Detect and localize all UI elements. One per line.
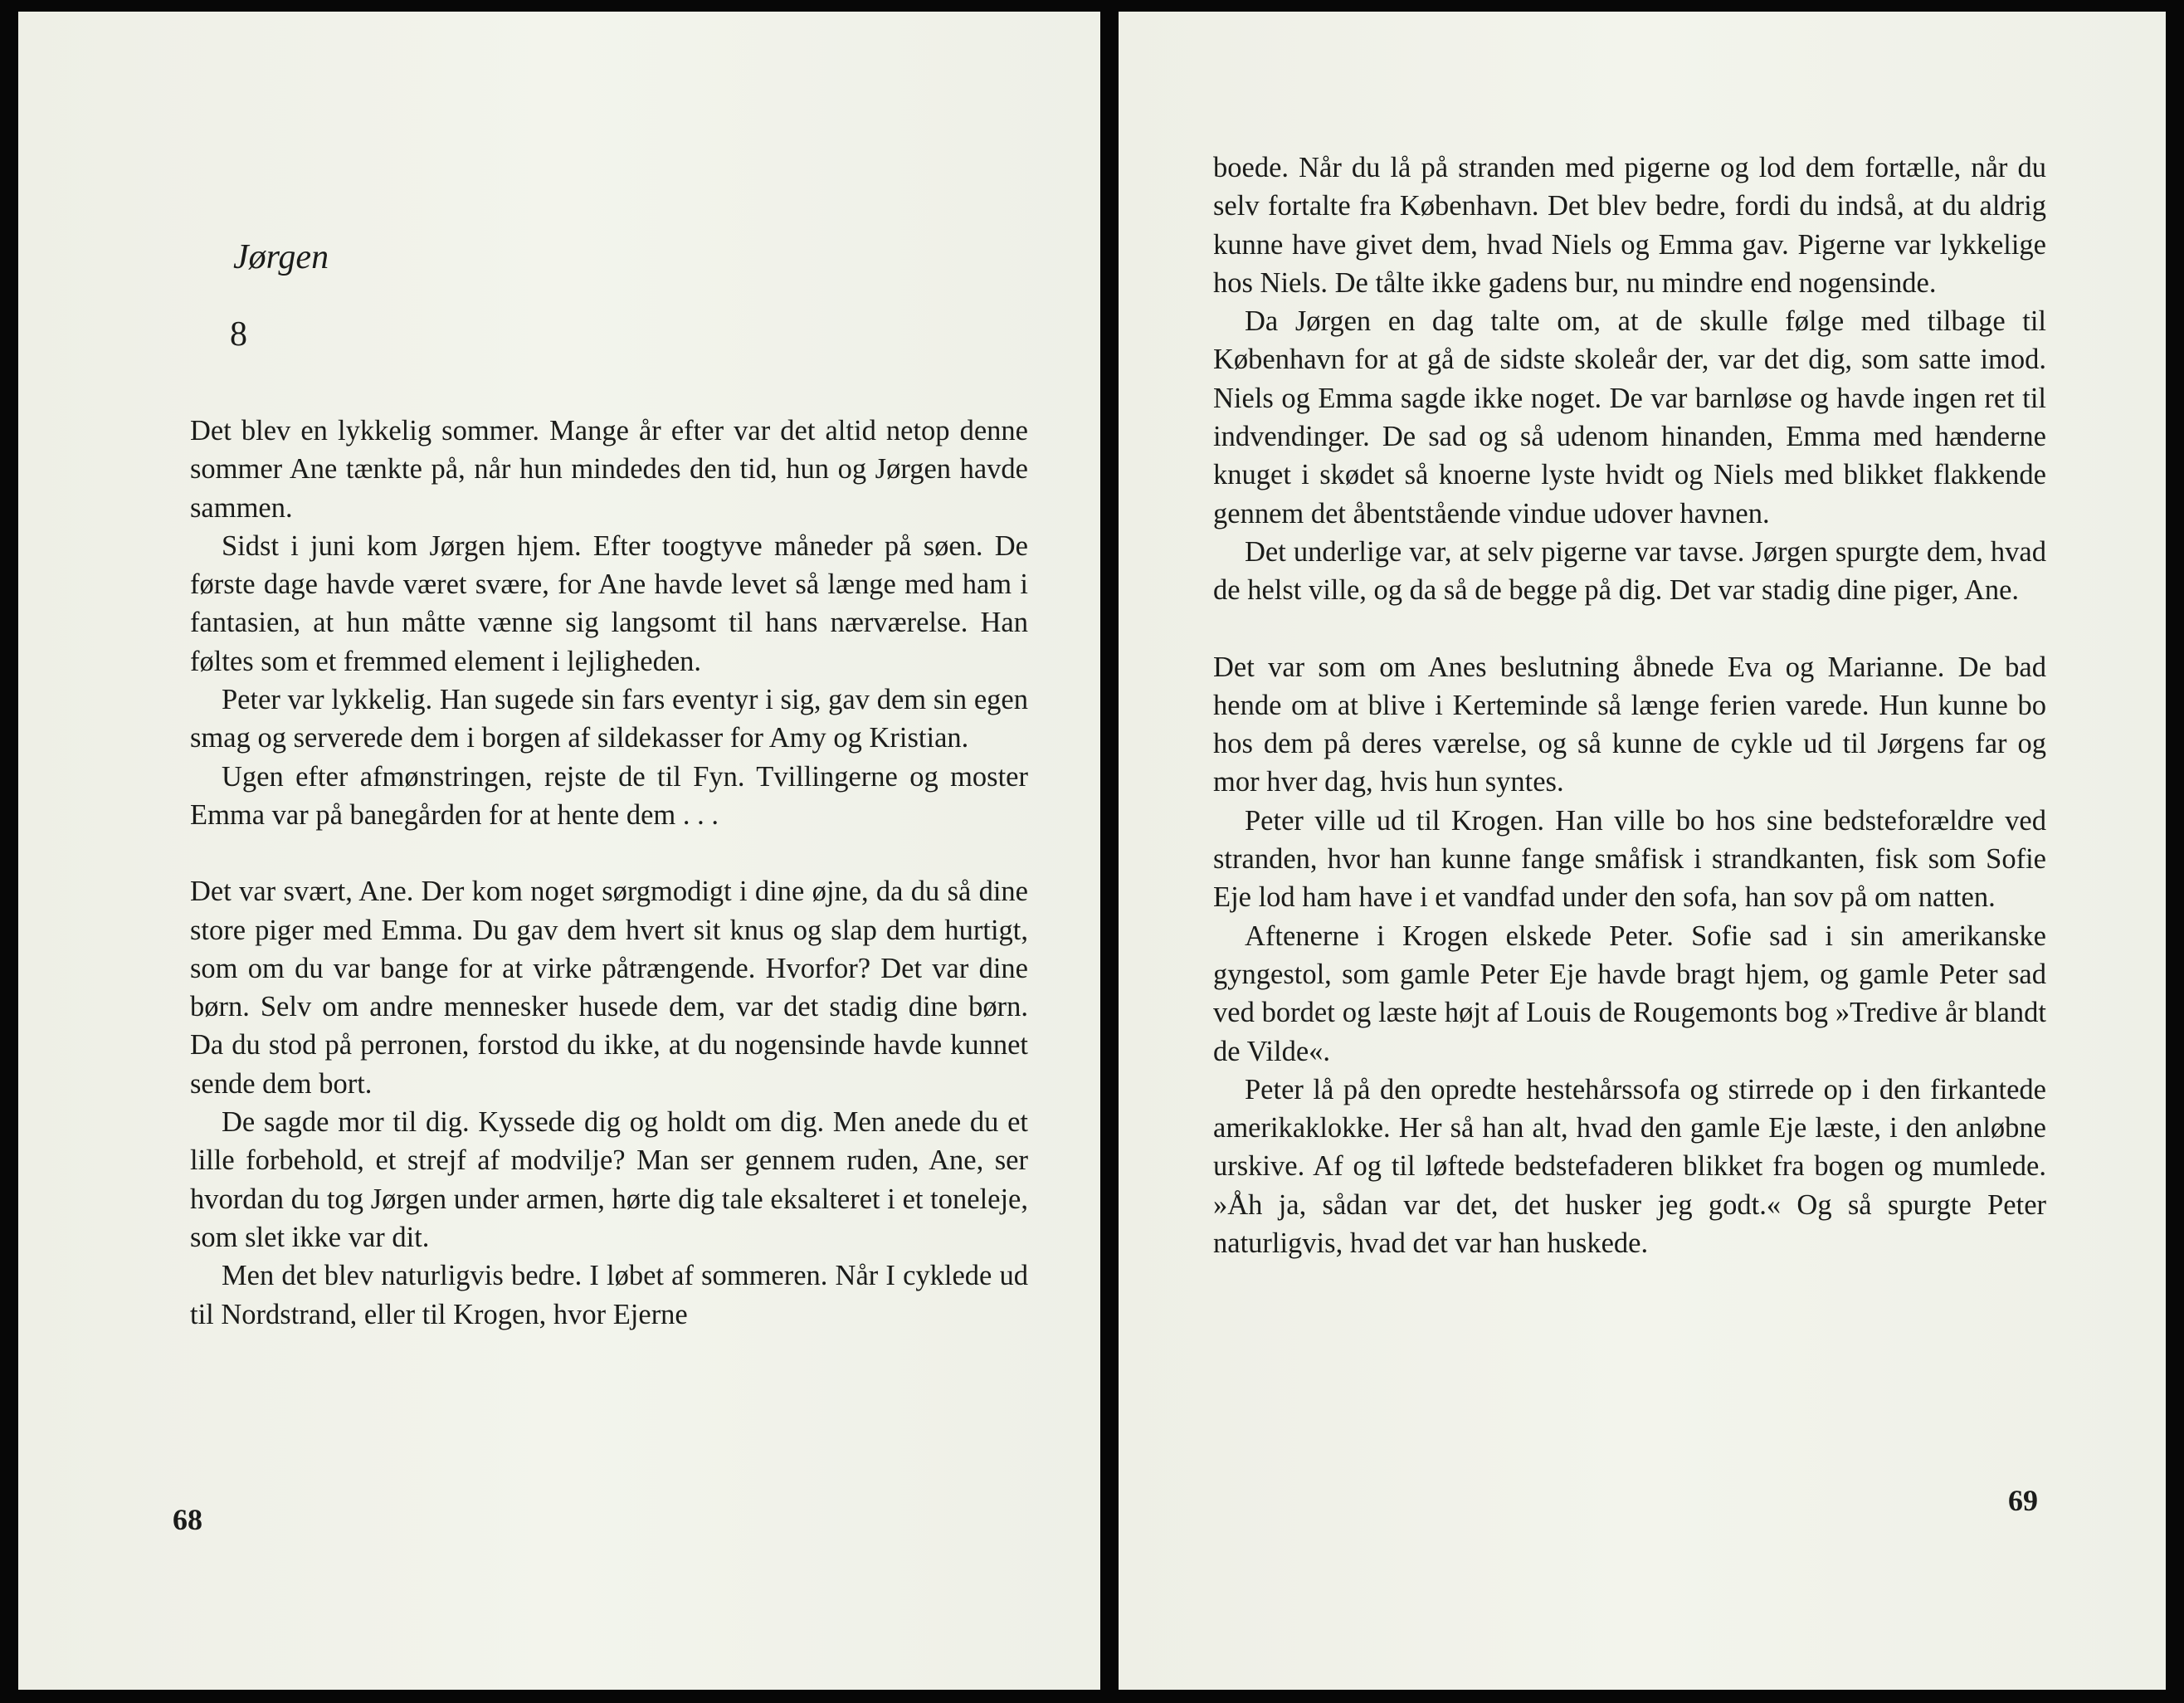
paragraph: Det underlige var, at selv pigerne var tavse. Jørgen spurgte dem, hvad de helst ville, og da så de begge på dig. Det var stadig dine piger, Ane.	[1213, 535, 2046, 607]
paragraph: Da Jørgen en dag talte om, at de skulle følge med tilbage til København for at gå de sidste skoleår der, var det dig, som satte imod. Niels og Emma sagde ikke noget. De var barnløse og havde ingen ret til indvendinger. De sad og så udenom hinanden, Emma med hænderne knuget i skødet så knoerne lyste hvidt og Niels med blikket flakkende gennem det åbentstående vindue udover havnen.	[1213, 305, 2046, 529]
paragraph: Det var svært, Ane. Der kom noget sørgmodigt i dine øjne, da du så dine store piger med Emma. Du gav dem hvert sit knus og slap dem hurtigt, som om du var bange for at virke påtrængende. Hvorfor? Det var dine børn. Selv om andre mennesker husede dem, var det stadig dine børn. Da du stod på perronen, forstod du ikke, at du nogensinde havde kunnet sende dem bort.	[190, 876, 1028, 1100]
paragraph: Ugen efter afmønstringen, rejste de til Fyn. Tvillingerne og moster Emma var på banegården for at hente dem . . .	[190, 760, 1028, 831]
paragraph: Aftenerne i Krogen elskede Peter. Sofie sad i sin amerikanske gyngestol, som gamle Peter Eje havde bragt hjem, og gamle Peter sad ved bordet og læste højt af Louis de Rougemonts bog »Tredive år blandt de Vilde«.	[1213, 920, 2046, 1067]
section-break	[190, 834, 1028, 872]
chapter-number: 8	[230, 315, 247, 354]
paragraph: Men det blev naturligvis bedre. I løbet af sommeren. Når I cyklede ud til Nordstrand, eller til Krogen, hvor Ejerne	[190, 1260, 1028, 1330]
page-number: 69	[2008, 1484, 2038, 1517]
paragraph: boede. Når du lå på stranden med pigerne og lod dem fortælle, når du selv fortalte fra København. Det blev bedre, fordi du indså, at du aldrig kunne have givet dem, hvad Niels og Emma gav. Pigerne var lykkelige hos Niels. De tålte ikke gadens bur, nu mindre end nogensinde.	[1213, 152, 2046, 299]
left-page-text	[190, 412, 1028, 1334]
paragraph: Det blev en lykkelig sommer. Mange år efter var det altid netop denne sommer Ane tænkte på, når hun mindedes den tid, hun og Jørgen havde sammen.	[190, 415, 1028, 524]
paragraph: Peter var lykkelig. Han sugede sin fars eventyr i sig, gav dem sin egen smag og serverede dem i borgen af sildekasser for Amy og Kristian.	[190, 684, 1028, 754]
chapter-name: Jørgen	[233, 238, 329, 276]
right-page	[1119, 12, 2166, 1690]
paragraph: Peter lå på den opredte hestehårssofa og stirrede op i den firkantede amerikaklokke. Her så han alt, hvad den gamle Eje læste, i den anløbne urskive. Af og til løftede bedstefaderen blikket fra bogen og mumlede. »Åh ja, sådan var det, det husker jeg godt.« Og så spurgte Peter naturligvis, hvad det var han huskede.	[1213, 1073, 2046, 1260]
left-page	[18, 12, 1100, 1690]
page-number: 68	[173, 1503, 202, 1536]
paragraph: Det var som om Anes beslutning åbnede Eva og Marianne. De bad hende om at blive i Kerteminde så længe ferien varede. Hun kunne bo hos dem på deres værelse, og så kunne de cykle ud til Jørgens far og mor hver dag, hvis hun syntes.	[1213, 651, 2046, 798]
paragraph: Peter ville ud til Krogen. Han ville bo hos sine bedsteforældre ved stranden, hvor han kunne fange småfisk i strandkanten, fisk som Sofie Eje lod ham have i et vandfad under den sofa, han sov på om natten.	[1213, 804, 2046, 914]
paragraph: De sagde mor til dig. Kyssede dig og holdt om dig. Men anede du et lille forbehold, et strejf af modvilje? Man ser gennem ruden, Ane, ser hvordan du tog Jørgen under armen, hørte dig tale eksalteret i et toneleje, som slet ikke var dit.	[190, 1106, 1028, 1253]
right-page-text	[1213, 149, 2046, 1262]
paragraph: Sidst i juni kom Jørgen hjem. Efter toogtyve måneder på søen. De første dage havde været svære, for Ane havde levet så længe med ham i fantasien, at hun måtte vænne sig langsomt til hans nærværelse. Han føltes som et fremmed element i lejligheden.	[190, 529, 1028, 677]
section-break	[1213, 610, 2046, 648]
